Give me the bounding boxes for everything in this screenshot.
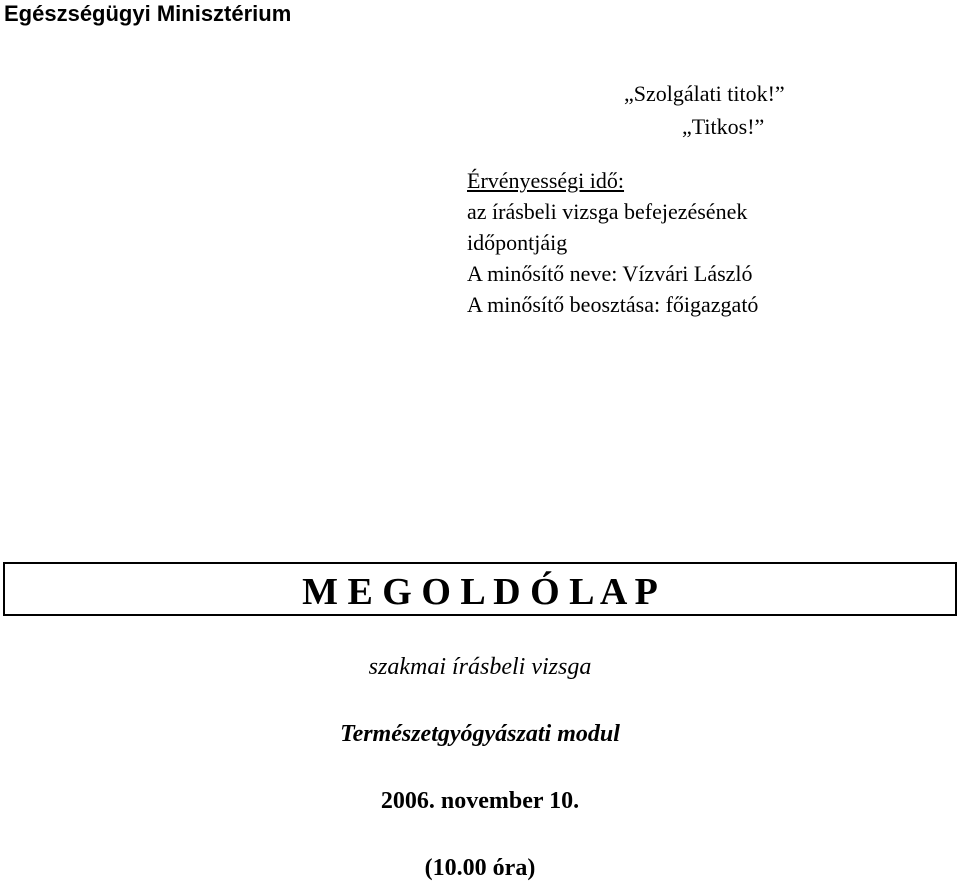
classifier-position: A minősítő beosztása: főigazgató: [467, 292, 759, 317]
exam-subtitle: szakmai írásbeli vizsga: [368, 654, 592, 680]
classification-service-secret: „Szolgálati titok!”: [624, 81, 785, 106]
classifier-name: A minősítő neve: Vízvári László: [467, 261, 753, 286]
classification-secret: „Titkos!”: [682, 114, 765, 139]
validity-line-2: időpontjáig: [467, 230, 568, 255]
exam-module: Természetgyógyászati modul: [340, 721, 620, 747]
ministry-name: Egészségügyi Minisztérium: [4, 1, 292, 26]
exam-time: (10.00 óra): [424, 855, 536, 881]
validity-label: [467, 165, 758, 196]
validity-line-1: az írásbeli vizsga befejezésének: [467, 199, 748, 224]
exam-date: 2006. november 10.: [380, 788, 580, 814]
validity-label-text: Érvényességi idő:: [467, 168, 625, 193]
document-title: M E G O L D Ó L A P: [302, 571, 658, 613]
validity-block: [467, 165, 758, 320]
